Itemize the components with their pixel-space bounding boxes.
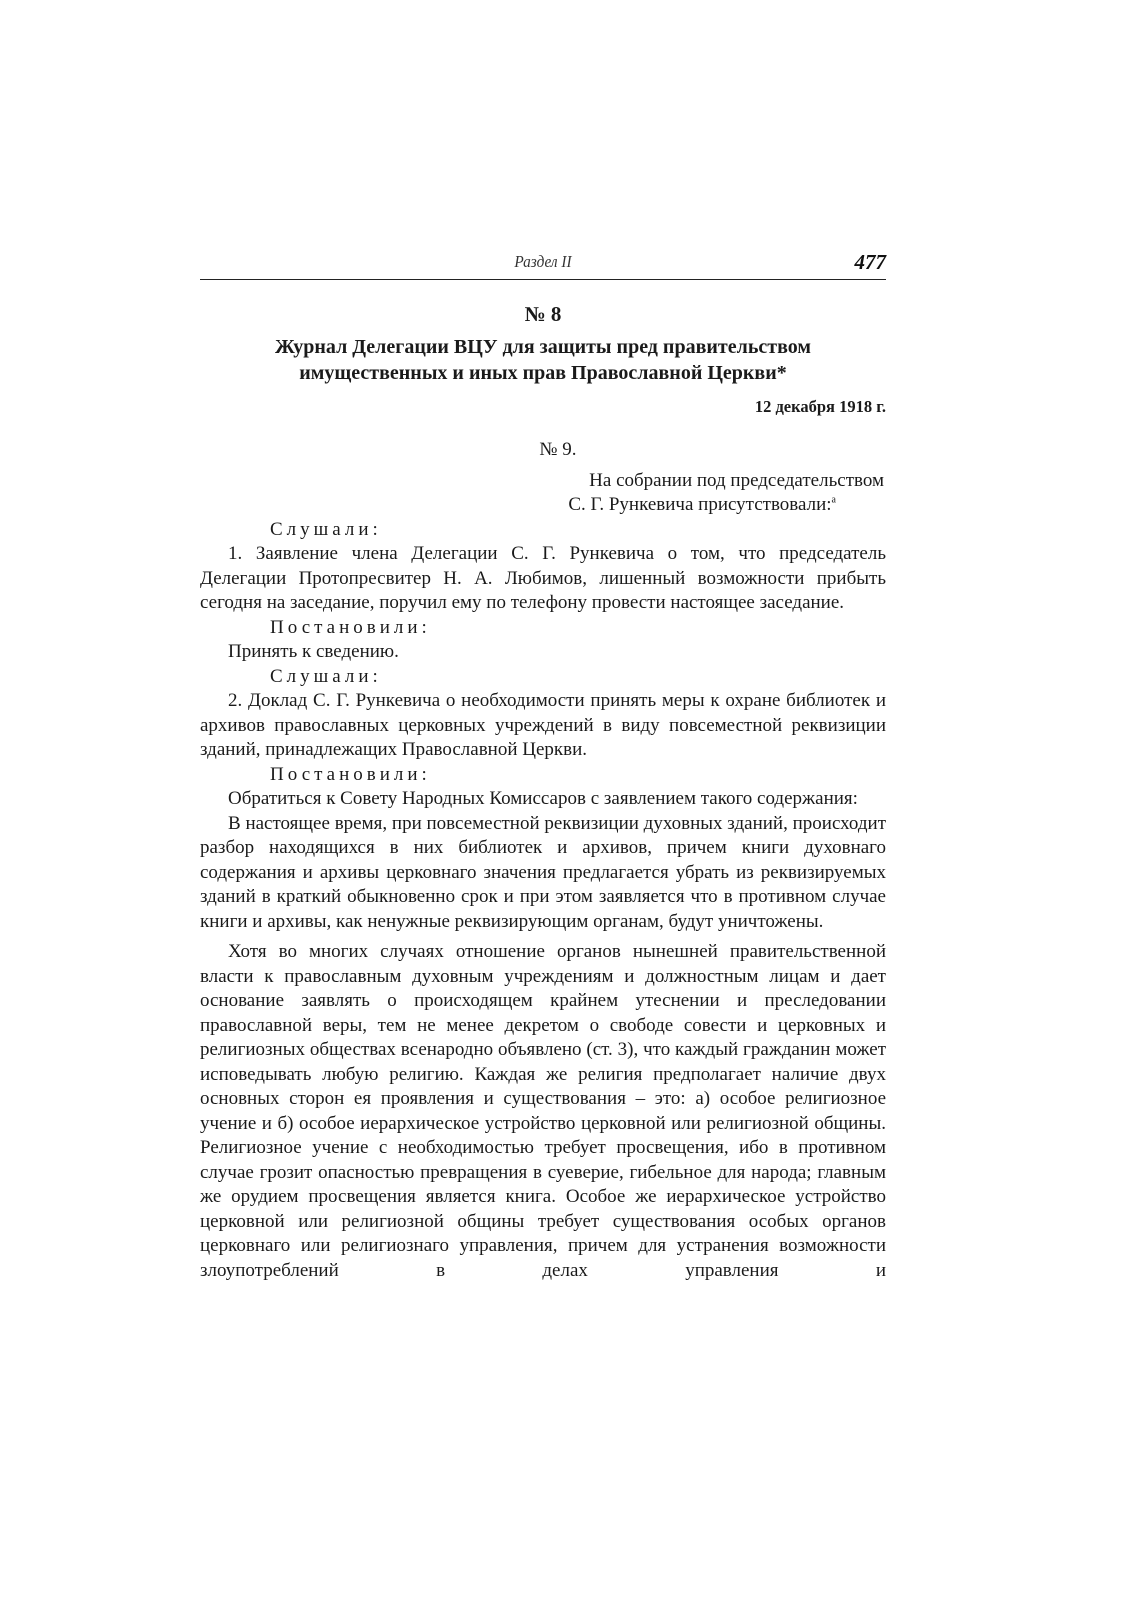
paragraph-1: В настоящее время, при повсеместной реквизиции духовных зданий, происходит разбор находящихся в них библиотек и архивов, причем книги духовнаго содержания и архивы церковнаго значения предлагается убрать из реквизируемых зданий в краткий обыкновенно срок и при этом заявляется что в противном случае книги и архивы, как ненужные реквизирующим органам, будут уничтожены.	[200, 812, 886, 932]
resolution-2-intro: Обратиться к Совету Народных Комиссаров с заявлением такого содержания:	[228, 788, 858, 809]
presence-line-2	[200, 493, 886, 518]
footnote-mark: a	[831, 494, 836, 506]
header-rule	[200, 279, 886, 280]
running-head	[200, 250, 886, 278]
resolution-1: Принять к сведению.	[228, 641, 399, 662]
heard-label-2: Слушали:	[270, 665, 382, 687]
heard-label-1: Слушали:	[270, 518, 382, 540]
page-number: 477	[854, 250, 886, 274]
section-title: Раздел II	[514, 252, 572, 271]
presence-line-1: На собрании под председательством	[589, 469, 884, 491]
document-title	[200, 334, 886, 386]
document-number: № 8	[524, 302, 562, 326]
resolved-label-1: Постановили:	[270, 616, 431, 638]
item-1: 1. Заявление члена Делегации С. Г. Рункевича о том, что председатель Делегации Протопресвитер Н. А. Любимов, лишенный возможности прибыть сегодня на заседание, поручил ему по телефону провести настоящее заседание.	[200, 543, 886, 613]
document-title-line-1: Журнал Делегации ВЦУ для защиты пред правительством	[275, 336, 811, 358]
item-2: 2. Доклад С. Г. Рункевича о необходимости принять меры к охране библиотек и архивов православных церковных учреждений в виду повсеместной реквизиции зданий, принадлежащих Православной Церкви.	[200, 690, 886, 760]
document-title-line-2: имущественных и иных прав Православной Церкви*	[299, 362, 787, 384]
paragraph-2: Хотя во многих случаях отношение органов нынешней правительственной власти к православным духовным учреждениям и должностным лицам и дает основание заявлять о происходящем крайнем утеснении и преследовании православной веры, тем не менее декретом о свободе совести и церковных и религиозных обществах всенародно объявлено (ст. 3), что каждый гражданин может исповедывать любую религию. Каждая же религия предполагает наличие двух основных сторон ея проявления и существования – это: а) особое религиозное учение и б) особое иерархическое устройство церковной или религиозной общины. Религиозное учение с необходимостью требует просвещения, ибо в противном случае грозит опасностью превращения в суеверие, гибельное для народа; главным же орудием просвещения является книга. Особое же иерархическое устройство церковной или религиозной общины требует существования особых органов церковнаго или религиознаго управления, причем для устранения возможности злоупотреблений в делах управления и	[200, 941, 886, 1281]
journal-number: № 9.	[539, 439, 577, 460]
document-date: 12 декабря 1918 г.	[754, 397, 886, 416]
presence-line-2-text: С. Г. Рункевича присутствовали:	[568, 494, 832, 515]
document-body	[200, 438, 886, 1283]
resolved-label-2: Постановили:	[270, 763, 431, 785]
